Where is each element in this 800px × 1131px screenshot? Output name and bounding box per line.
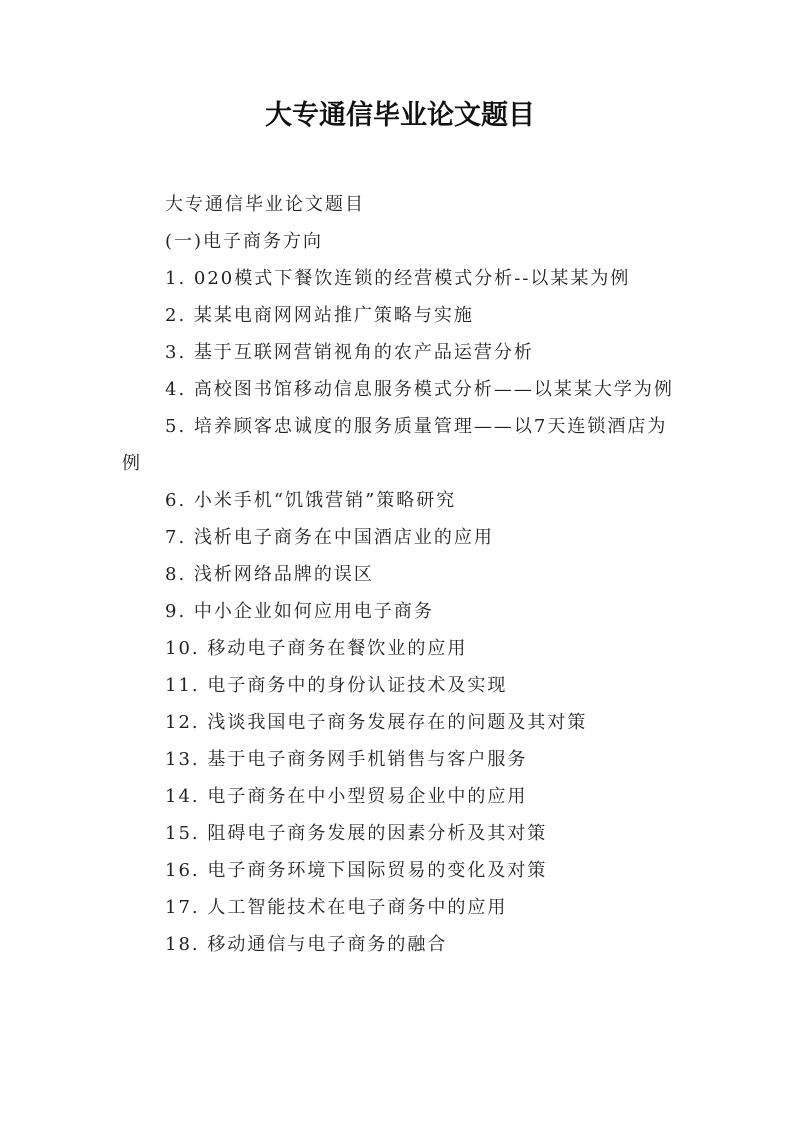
document-body (122, 186, 682, 963)
list-item: 16. 电子商务环境下国际贸易的变化及对策 (165, 860, 548, 881)
list-item: 14. 电子商务在中小型贸易企业中的应用 (165, 786, 528, 807)
list-item: 6. 小米手机“饥饿营销”策略研究 (165, 490, 457, 511)
list-item: 5. 培养顾客忠诚度的服务质量管理——以7天连锁酒店为例 (122, 416, 668, 474)
list-item: 17. 人工智能技术在电子商务中的应用 (165, 897, 508, 918)
list-item: 4. 高校图书馆移动信息服务模式分析——以某某大学为例 (165, 379, 674, 400)
list-item: 2. 某某电商网网站推广策略与实施 (165, 305, 474, 326)
list-item: 8. 浅析网络品牌的误区 (165, 564, 374, 585)
list-item: 13. 基于电子商务网手机销售与客户服务 (165, 749, 528, 770)
list-item: 1. 020模式下餐饮连锁的经营模式分析--以某某为例 (165, 268, 631, 289)
page-title: 大专通信毕业论文题目 (265, 100, 535, 131)
list-item: 15. 阻碍电子商务发展的因素分析及其对策 (165, 823, 548, 844)
list-item: 9. 中小企业如何应用电子商务 (165, 601, 434, 622)
list-item: 11. 电子商务中的身份认证技术及实现 (165, 675, 508, 696)
list-item: 10. 移动电子商务在餐饮业的应用 (165, 638, 468, 659)
list-item: 7. 浅析电子商务在中国酒店业的应用 (165, 527, 494, 548)
list-item: 18. 移动通信与电子商务的融合 (165, 934, 448, 955)
section-heading: (一)电子商务方向 (165, 231, 324, 252)
list-item: 12. 浅谈我国电子商务发展存在的问题及其对策 (165, 712, 588, 733)
list-item: 3. 基于互联网营销视角的农产品运营分析 (165, 342, 534, 363)
intro-heading: 大专通信毕业论文题目 (165, 194, 365, 215)
